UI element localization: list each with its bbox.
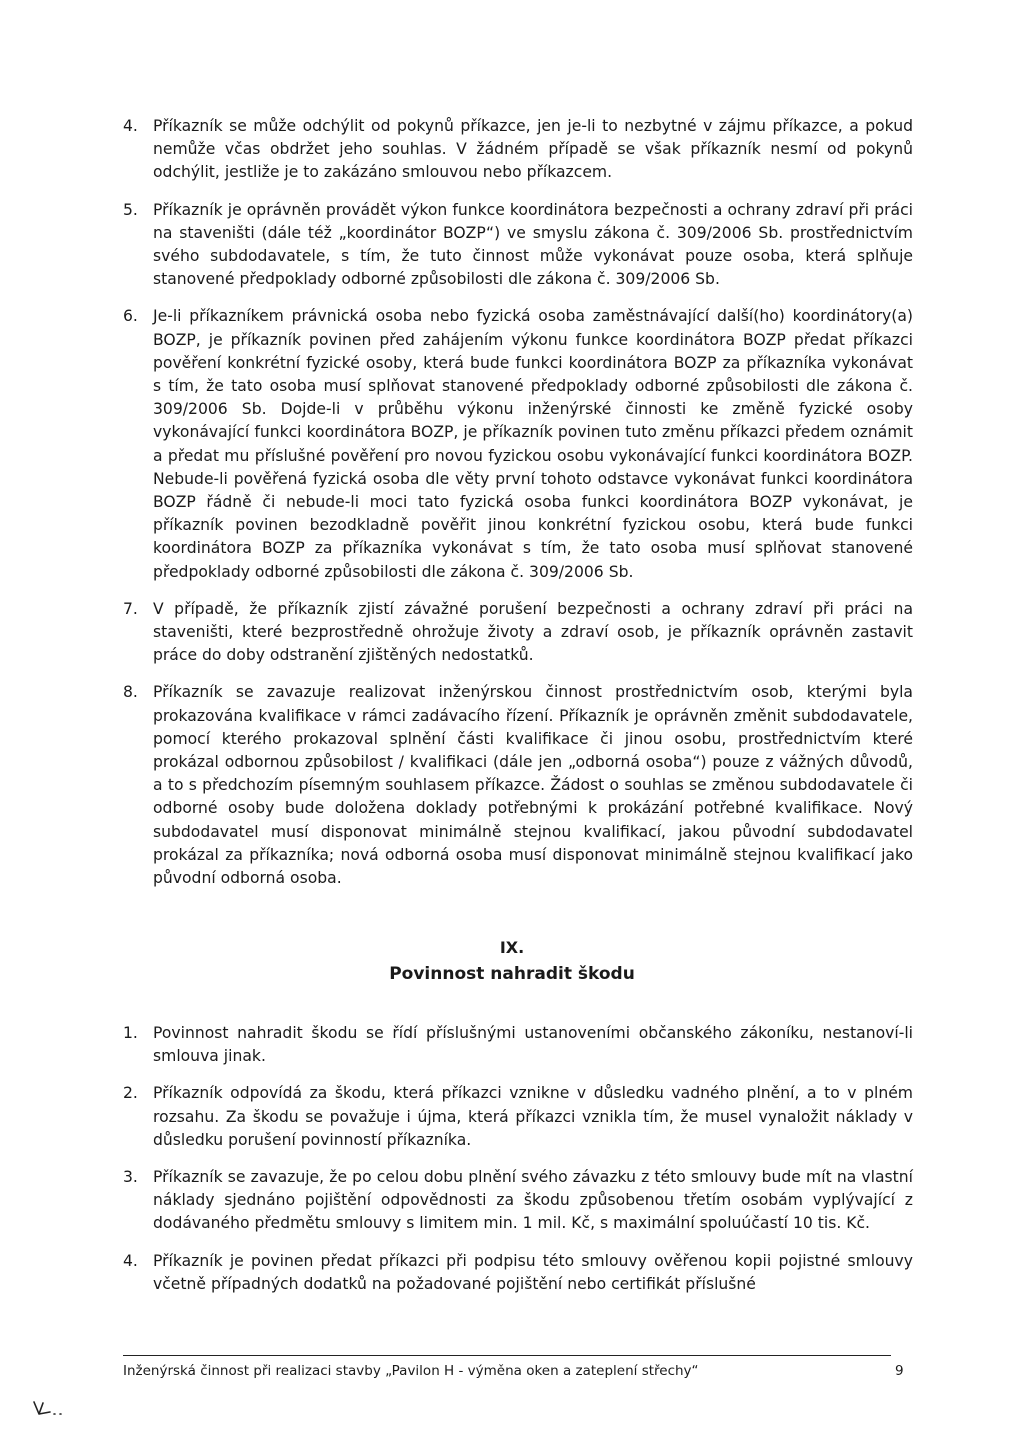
clause-item <box>0 1166 913 1236</box>
clause-number: 4. <box>123 1251 138 1270</box>
clause-list-lower <box>0 1022 1024 1296</box>
clause-item <box>0 681 913 890</box>
clause-number: 2. <box>123 1084 138 1103</box>
clause-item <box>0 199 913 292</box>
section-number: IX. <box>499 938 525 957</box>
clause-text: V případě, že příkazník zjistí závažné porušení bezpečnosti a ochrany zdraví při práci na staveništi, které bezprostředně ohrožuje životy a zdraví osob, je příkazník oprávněn zastavit práce do doby odstranění zjištěných nedostatků. <box>153 599 913 665</box>
clause-number: 6. <box>123 307 138 326</box>
clause-list-upper <box>0 115 1024 890</box>
clause-text: Příkazník se zavazuje realizovat inženýrskou činnost prostřednictvím osob, kterými byla prokazována kvalifikace v rámci zadávacího řízení. Příkazník je oprávněn změnit subdodavatele, pomocí kterého prokazoval splnění části kvalifikace či jinou osobu, prostřednictvím které prokázal odbornou způsobilost / kvalifikaci (dále jen „odborná osoba“) pouze z vážných důvodů, a to s předchozím písemným souhlasem příkazce. Žádost o souhlas se změnou subdodavatele či odborné osoby bude doložena doklady potřebnými k prokázání potřebné kvalifikace. Nový subdodavatel musí disponovat minimálně stejnou kvalifikací, jakou původní subdodavatel prokázal za příkazníka; nová odborná osoba musí disponovat minimálně stejnou kvalifikací jako původní odborná osoba. <box>153 683 913 888</box>
section-title: Povinnost nahradit škodu <box>389 964 635 984</box>
clause-item <box>0 1250 913 1296</box>
clause-number: 3. <box>123 1168 138 1187</box>
clause-item <box>0 1022 913 1068</box>
clause-item <box>0 598 913 668</box>
clause-text: Příkazník odpovídá za škodu, která příkazci vznikne v důsledku vadného plnění, a to v plném rozsahu. Za škodu se považuje i újma, která příkazci vznikla tím, že musel vynaložit náklady v důsledku porušení povinností příkazníka. <box>153 1084 913 1149</box>
clause-item <box>0 305 913 583</box>
clause-number: 4. <box>123 117 138 135</box>
clause-number: 5. <box>123 200 138 219</box>
clause-text: Příkazník se může odchýlit od pokynů příkazce, jen je-li to nezbytné v zájmu příkazce, a pokud nemůže včas obdržet jeho souhlas. V žádném případě se však příkazník nesmí od pokynů odchýlit, jestliže je to zakázáno smlouvou nebo příkazcem. <box>153 117 913 182</box>
handwritten-initials-icon <box>30 1398 70 1420</box>
footer-title: Inženýrská činnost při realizaci stavby „Pavilon H - výměna oken a zateplení střechy“ <box>123 1363 699 1379</box>
footer-divider <box>123 1355 891 1356</box>
clause-text: Příkazník je oprávněn provádět výkon funkce koordinátora bezpečnosti a ochrany zdraví při práci na staveništi (dále též „koordinátor BOZP“) ve smyslu zákona č. 309/2006 Sb. prostřednictvím svého subdodavatele, s tím, že tuto činnost může vykonávat pouze osoba, která splňuje stanovené předpoklady odborné způsobilosti dle zákona č. 309/2006 Sb. <box>153 200 913 289</box>
clause-text: Příkazník je povinen předat příkazci při podpisu této smlouvy ověřenou kopii pojistné smlouvy včetně případných dodatků na požadované pojištění nebo certifikát příslušné <box>153 1251 913 1293</box>
clause-number: 8. <box>123 683 138 702</box>
page-number: 9 <box>895 1363 904 1379</box>
clause-text: Je-li příkazníkem právnická osoba nebo fyzická osoba zaměstnávající další(ho) koordinátory(a) BOZP, je příkazník povinen před zahájením výkonu funkce koordinátora BOZP předat příkazci pověření konkrétní fyzické osoby, která bude funkci koordinátora BOZP za příkazníka vykonávat s tím, že tato osoba musí splňovat stanovené předpoklady odborné způsobilosti dle zákona č. 309/2006 Sb. Dojde-li v průběhu výkonu inženýrské činnosti ke změně fyzické osoby vykonávající funkci koordinátora BOZP, je příkazník povinen tuto změnu příkazci předem oznámit a předat mu příslušné pověření pro novou fyzickou osobu vykonávající funkci koordinátora BOZP. Nebude-li pověřená fyzická osoba dle věty první tohoto odstavce vykonávat funkci koordinátora BOZP řádně či nebude-li moci tato fyzická osoba funkci koordinátora BOZP vykonávat, je příkazník povinen bezodkladně pověřit jinou konkrétní fyzickou osobu, která bude funkci koordinátora BOZP za příkazníka vykonávat s tím, že tato osoba musí splňovat stanovené předpoklady odborné způsobilosti dle zákona č. 309/2006 Sb. <box>153 307 913 581</box>
clause-item <box>0 115 913 185</box>
section-heading <box>0 935 1024 987</box>
clause-item <box>0 1082 913 1152</box>
clause-number: 1. <box>123 1024 138 1042</box>
clause-text: Příkazník se zavazuje, že po celou dobu plnění svého závazku z této smlouvy bude mít na vlastní náklady sjednáno pojištění odpovědnosti za škodu způsobenou třetím osobám vyplývající z dodávaného předmětu smlouvy s limitem min. 1 mil. Kč, s maximální spoluúčastí 10 tis. Kč. <box>153 1168 913 1233</box>
clause-number: 7. <box>123 599 138 618</box>
clause-text: Povinnost nahradit škodu se řídí příslušnými ustanoveními občanského zákoníku, nestanoví-li smlouva jinak. <box>153 1024 913 1066</box>
